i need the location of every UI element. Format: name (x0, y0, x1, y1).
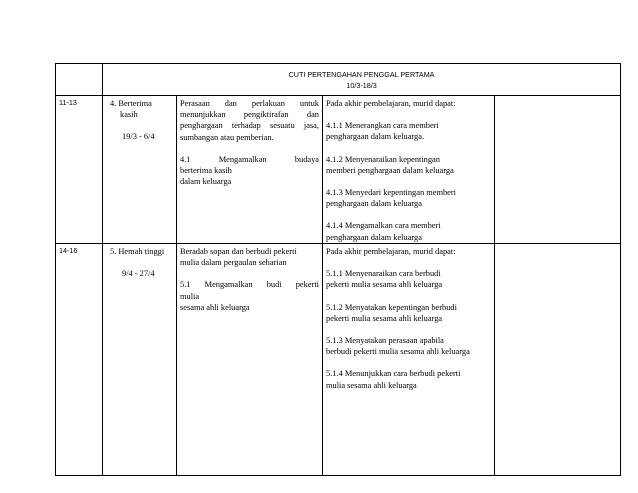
objective-line: penghargaan dalam keluarga (326, 199, 422, 209)
week-cell (56, 244, 103, 476)
sub-standard-line: 5.1 Mengamalkan budi pekerti (180, 280, 319, 290)
holiday-row-week-cell (56, 64, 103, 96)
objective-line: 4.1.1 Menerangkan cara memberi (326, 121, 439, 131)
sub-standard-line: berterima kasih (180, 166, 232, 176)
objective-intro: Pada akhir pembelajaran, murid dapat: (326, 247, 456, 256)
theme-name: Berterima (118, 99, 152, 108)
standard-text-line: Perasaan dan perlakuan untuk (180, 99, 319, 108)
theme-date: 9/4 - 27/4 (122, 269, 155, 279)
objective-line: pekerti mulia sesama ahli keluarga (326, 280, 443, 290)
holiday-title: CUTI PERTENGAHAN PENGGAL PERTAMA (288, 70, 435, 79)
table-row (56, 96, 621, 244)
standard-cell (177, 244, 323, 476)
standard-text-line: menunjukkan pengiktirafan dan (180, 110, 319, 120)
objective-line: memberi penghargaan dalam keluarga (326, 165, 454, 175)
sub-standard-line: sesama ahli keluarga (180, 302, 250, 312)
theme-number: 4. (110, 99, 117, 108)
objective-line: 4.1.4 Mengamalkan cara memberi (326, 221, 441, 231)
objective-line: 5.1.3 Menyatakan perasaan apabila (326, 336, 444, 346)
theme-number: 5. (110, 247, 117, 256)
table-row (56, 244, 621, 476)
standard-text-line: sumbangan atau pemberian. (180, 132, 274, 142)
objective-cell (323, 244, 495, 476)
theme-name-cont: kasih (120, 110, 138, 120)
theme-cell (103, 244, 177, 476)
objective-line: 5.1.2 Menyatakan kepentingan berbudi (326, 302, 457, 312)
standard-text-line: mulia dalam pergaulan seharian (180, 258, 287, 268)
notes-cell (495, 244, 621, 476)
holiday-row (56, 64, 621, 96)
objective-cell (323, 96, 495, 244)
week-label: 11-13 (59, 98, 77, 107)
sub-standard-line: dalam keluarga (180, 177, 232, 187)
standard-text-line: penghargaan terhadap sesuatu jasa, (180, 121, 319, 131)
holiday-banner (103, 64, 621, 96)
theme-title (110, 98, 172, 109)
objective-line: penghargaan dalam keluarga. (326, 132, 425, 142)
notes-cell (495, 96, 621, 244)
objective-intro: Pada akhir pembelajaran, murid dapat: (326, 99, 456, 108)
objective-line: 5.1.4 Menunjukkan cara berbudi pekerti (326, 369, 461, 379)
theme-name: Hemah tinggi (118, 247, 165, 256)
objective-line: 4.1.3 Menyedari kepentingan memberi (326, 188, 457, 198)
week-label: 14-16 (59, 246, 78, 255)
theme-date: 19/3 - 6/4 (122, 132, 155, 142)
lesson-plan-table (55, 63, 621, 476)
standard-cell (177, 96, 323, 244)
objective-line: penghargaan dalam keluarga (326, 232, 422, 242)
standard-text-line: Beradab sopan dan berbudi pekerti (180, 247, 297, 256)
objective-line: mulia sesama ahli keluarga (326, 380, 417, 390)
sub-standard-line: 4.1 Mengamalkan budaya (180, 154, 319, 164)
objective-line: 5.1.1 Menyenaraikan cara berbudi (326, 269, 441, 279)
theme-title (110, 246, 172, 257)
objective-line: pekerti mulia sesama ahli keluarga (326, 313, 443, 323)
week-cell (56, 96, 103, 244)
sub-standard-line: mulia (180, 291, 200, 301)
theme-cell (103, 96, 177, 244)
objective-line: berbudi pekerti mulia sesama ahli keluarga (326, 347, 470, 357)
objective-line: 4.1.2 Menyenaraikan kepentingan (326, 154, 440, 164)
holiday-dates: 10/3-18/3 (346, 81, 377, 90)
